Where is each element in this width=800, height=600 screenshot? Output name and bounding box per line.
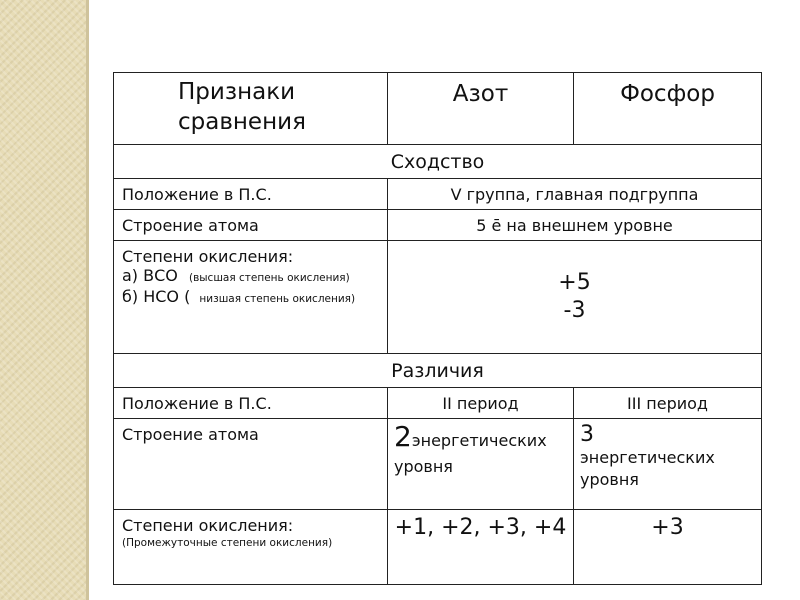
- section-title-differences: Различия: [114, 354, 762, 388]
- vso-line: [122, 267, 379, 286]
- table-header-row: [114, 73, 762, 145]
- row-label-position: Положение в П.С.: [114, 179, 388, 210]
- phosphorus-levels-text: энергетических уровня: [580, 448, 715, 489]
- header-criteria: [114, 73, 388, 145]
- vso-prefix: а) ВСО: [122, 266, 178, 285]
- phosphorus-levels-number: 3: [580, 422, 594, 447]
- oxidation-diff-title: Степени окисления:: [122, 516, 294, 535]
- table-row: [114, 419, 762, 510]
- row-label-structure-diff: Строение атома: [114, 419, 388, 510]
- oxidation-high: +5: [558, 270, 591, 295]
- oxidation-title: Степени окисления:: [122, 247, 294, 266]
- table-row: [114, 179, 762, 210]
- row-value-oxidation: [388, 241, 762, 354]
- nitrogen-oxidation: +1, +2, +3, +4: [388, 510, 574, 585]
- row-label-position-diff: Положение в П.С.: [114, 388, 388, 419]
- table-row: [114, 510, 762, 585]
- row-label-oxidation: [114, 241, 388, 354]
- nitrogen-levels-number: 2: [394, 420, 412, 453]
- phosphorus-oxidation: +3: [574, 510, 762, 585]
- table-row: [114, 210, 762, 241]
- header-phosphorus-label: Фосфор: [620, 81, 715, 107]
- oxidation-diff-note: (Промежуточные степени окисления): [122, 537, 333, 549]
- section-row-similarity: [114, 145, 762, 179]
- table-row: [114, 241, 762, 354]
- oxidation-low: -3: [563, 298, 586, 323]
- nitrogen-structure: [388, 419, 574, 510]
- vso-note: (высшая степень окисления): [188, 272, 350, 284]
- comparison-table: [113, 72, 762, 585]
- phosphorus-structure: [574, 419, 762, 510]
- nso-note: низшая степень окисления): [199, 293, 356, 305]
- nitrogen-levels-text: энергетических уровня: [394, 431, 547, 476]
- nso-line: [122, 288, 379, 307]
- row-value-position: V группа, главная подгруппа: [388, 179, 762, 210]
- header-nitrogen: [388, 73, 574, 145]
- section-row-differences: [114, 354, 762, 388]
- header-phosphorus: [574, 73, 762, 145]
- row-label-oxidation-diff: [114, 510, 388, 585]
- nso-prefix: б) НСО (: [122, 287, 191, 306]
- table-row: [114, 388, 762, 419]
- decorative-divider: [86, 0, 89, 600]
- header-criteria-label: Признаки сравнения: [178, 79, 306, 135]
- phosphorus-period: III период: [574, 388, 762, 419]
- row-value-structure: 5 ē на внешнем уровне: [388, 210, 762, 241]
- section-title-similarity: Сходство: [114, 145, 762, 179]
- nitrogen-period: II период: [388, 388, 574, 419]
- row-label-structure: Строение атома: [114, 210, 388, 241]
- header-nitrogen-label: Азот: [452, 81, 509, 107]
- decorative-side-strip: [0, 0, 86, 600]
